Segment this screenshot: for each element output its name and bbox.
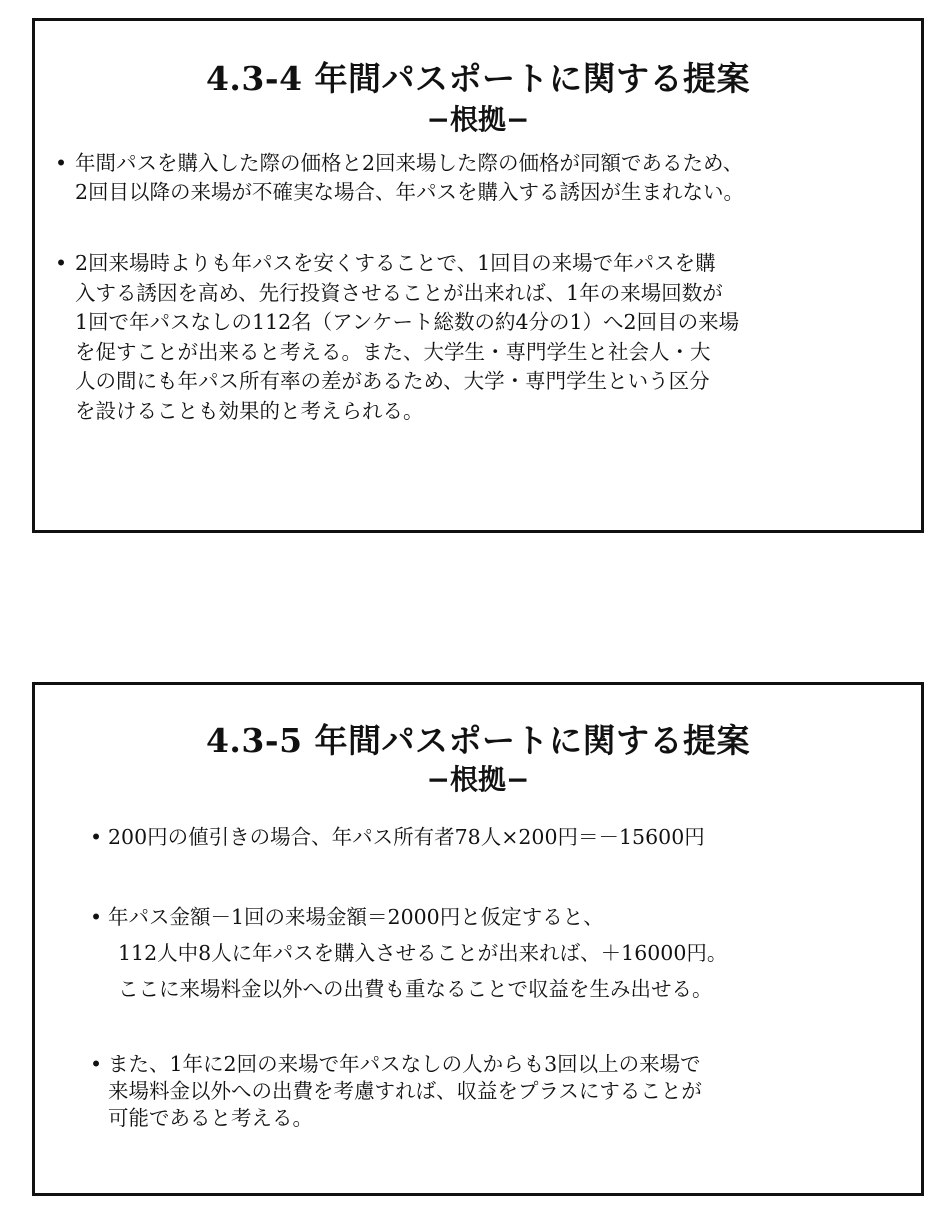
bullet-line: 112人中8人に年パスを購入させることが出来れば、＋16000円。: [118, 941, 728, 965]
bullet-line: 年間パスを購入した際の価格と2回来場した際の価格が同額であるため、: [75, 151, 744, 175]
bullet-marker: •: [90, 1052, 103, 1076]
bullet-item: [90, 899, 727, 1007]
bullet-text: [108, 899, 727, 1007]
bullet-line: 2回来場時よりも年パスを安くすることで、1回目の来場で年パスを購: [75, 251, 716, 275]
slide-4-3-5: [32, 682, 924, 1196]
bullet-line: 入する誘因を高め、先行投資させることが出来れば、1年の来場回数が: [75, 280, 723, 305]
bullet-line: 200円の値引きの場合、年パス所有者78人×200円＝－15600円: [108, 825, 705, 849]
bullet-line: を促すことが出来ると考える。また、大学生・専門学生と社会人・大: [75, 339, 711, 364]
bullet-item: [90, 821, 705, 853]
slide-subtitle: −根拠−: [426, 763, 530, 796]
slide-4-3-4: [32, 18, 924, 533]
bullet-line: 年パス金額－1回の来場金額＝2000円と仮定すると、: [108, 905, 604, 929]
bullet-line: ここに来場料金以外への出費も重なることで収益を生み出せる。: [118, 977, 713, 1001]
bullet-marker: •: [90, 825, 103, 849]
slide-title: 4.3-4 年間パスポートに関する提案: [205, 59, 751, 98]
bullet-marker: •: [90, 905, 103, 929]
bullet-line: 1回で年パスなしの112名（アンケート総数の約4分の1）へ2回目の来場: [75, 310, 740, 334]
bullet-line: 来場料金以外への出費を考慮すれば、収益をプラスにすることが: [108, 1079, 702, 1103]
bullet-item: [55, 249, 739, 426]
bullet-text: [75, 149, 744, 207]
bullet-marker: •: [55, 251, 68, 275]
bullet-line: を設けることも効果的と考えられる。: [75, 398, 424, 423]
bullet-line: 2回目以降の来場が不確実な場合、年パスを購入する誘因が生まれない。: [75, 180, 745, 204]
bullet-line: 人の間にも年パス所有率の差があるため、大学・専門学生という区分: [75, 369, 710, 393]
bullet-marker: •: [55, 151, 68, 175]
bullet-item: [55, 149, 744, 207]
bullet-text: [75, 249, 739, 426]
slide-title: 4.3-5 年間パスポートに関する提案: [205, 721, 751, 760]
bullet-line: 可能であると考える。: [108, 1106, 313, 1130]
bullet-line: また、1年に2回の来場で年パスなしの人からも3回以上の来場で: [108, 1052, 701, 1076]
bullet-item: [90, 1051, 702, 1132]
bullet-text: [108, 1051, 702, 1132]
bullet-text: [108, 821, 705, 853]
slide-subtitle: −根拠−: [426, 103, 530, 136]
